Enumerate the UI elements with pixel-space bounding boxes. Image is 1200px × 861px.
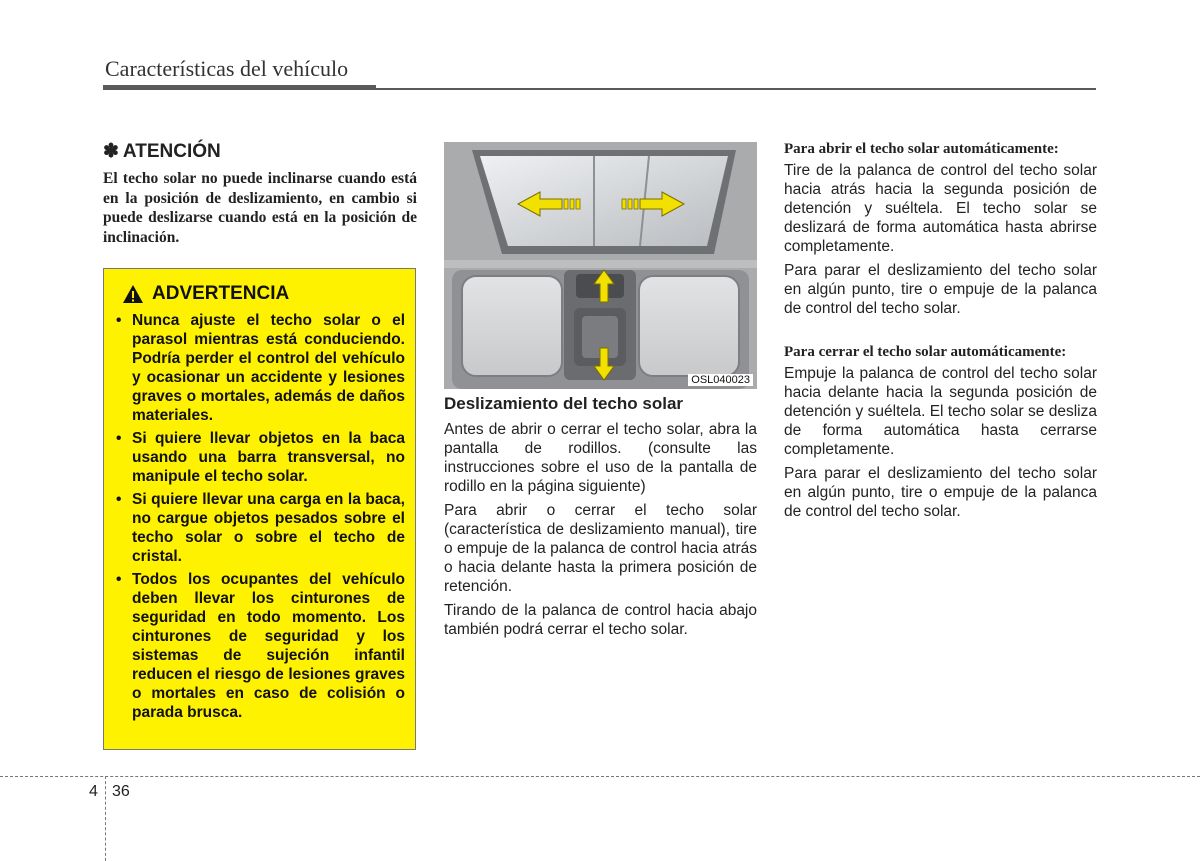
header-rule-thin [376, 88, 1096, 90]
footer-dashed-rule [0, 776, 1200, 777]
sliding-heading: Deslizamiento del techo solar [444, 394, 684, 413]
warning-triangle-icon [122, 284, 144, 304]
page-number: 36 [112, 783, 130, 800]
sunroof-figure [444, 142, 757, 389]
attention-text: El techo solar no puede inclinarse cuando está en la posición de deslizamiento, en cambio si puede deslizarse cuando está en la posición de inclinación. [103, 170, 417, 246]
warning-heading [114, 283, 405, 305]
header-rule-thick [103, 85, 376, 90]
auto-close-heading: Para cerrar el techo solar automáticamente: [784, 344, 1067, 360]
warning-item: • Nunca ajuste el techo solar o el parasol mientras está conduciendo. Podría perder el control del vehículo y ocasionar un accidente y lesiones graves o mortales, además de daños materiales. [114, 311, 405, 425]
sliding-paragraph: Antes de abrir o cerrar el techo solar, abra la pantalla de rodillos. (consulte las instrucciones sobre el uso de la pantalla de rodillo en la página siguiente) [444, 421, 757, 495]
warning-heading-label: ADVERTENCIA [152, 283, 290, 304]
auto-section [784, 140, 1097, 526]
section-gap [784, 323, 1097, 343]
sliding-section [444, 394, 757, 644]
auto-close-paragraph: Para parar el deslizamiento del techo solar en algún punto, tire o empuje de la palanca de control del techo solar. [784, 465, 1097, 520]
asterisk-icon: ✽ [103, 141, 119, 162]
warning-item: • Si quiere llevar objetos en la baca usando una barra transversal, no manipule el techo solar. [114, 429, 405, 486]
auto-open-heading: Para abrir el techo solar automáticamente: [784, 141, 1059, 157]
chapter-number: 4 [89, 783, 98, 800]
auto-open-paragraph: Tire de la palanca de control del techo solar hacia atrás hacia la segunda posición de detención y suéltela. El techo solar se deslizará de forma automática hasta abrirse completamente. [784, 162, 1097, 255]
page-header-title: Características del vehículo [105, 56, 349, 81]
warning-item: • Si quiere llevar una carga en la baca, no cargue objetos pesados sobre el techo solar o sobre el techo de cristal. [114, 490, 405, 566]
attention-heading-label: ATENCIÓN [122, 140, 221, 162]
footer-vertical-rule [105, 776, 106, 861]
attention-section [103, 140, 417, 247]
sliding-paragraph: Tirando de la palanca de control hacia abajo también podrá cerrar el techo solar. [444, 602, 757, 638]
sliding-paragraph: Para abrir o cerrar el techo solar (característica de deslizamiento manual), tire o empuje de la palanca de control hacia atrás o hacia delante hasta la primera posición de retención. [444, 502, 757, 595]
auto-close-paragraph: Empuje la palanca de control del techo solar hacia delante hacia la segunda posición de detención y suéltela. El techo solar se desliza de forma automática hasta cerrarse completamente. [784, 365, 1097, 458]
warning-item: • Todos los ocupantes del vehículo deben llevar los cinturones de seguridad en todo momento. Los cinturones de seguridad y los sistemas de sujeción infantil reducen el riesgo de lesiones graves o mortales en caso de colisión o parada brusca. [114, 570, 405, 722]
figure-code: OSL040023 [688, 374, 753, 386]
warning-list [114, 311, 405, 722]
sunroof-illustration [444, 142, 757, 389]
warning-box [103, 268, 416, 750]
attention-heading [103, 140, 417, 163]
auto-open-paragraph: Para parar el deslizamiento del techo solar en algún punto, tire o empuje de la palanca de control del techo solar. [784, 262, 1097, 317]
